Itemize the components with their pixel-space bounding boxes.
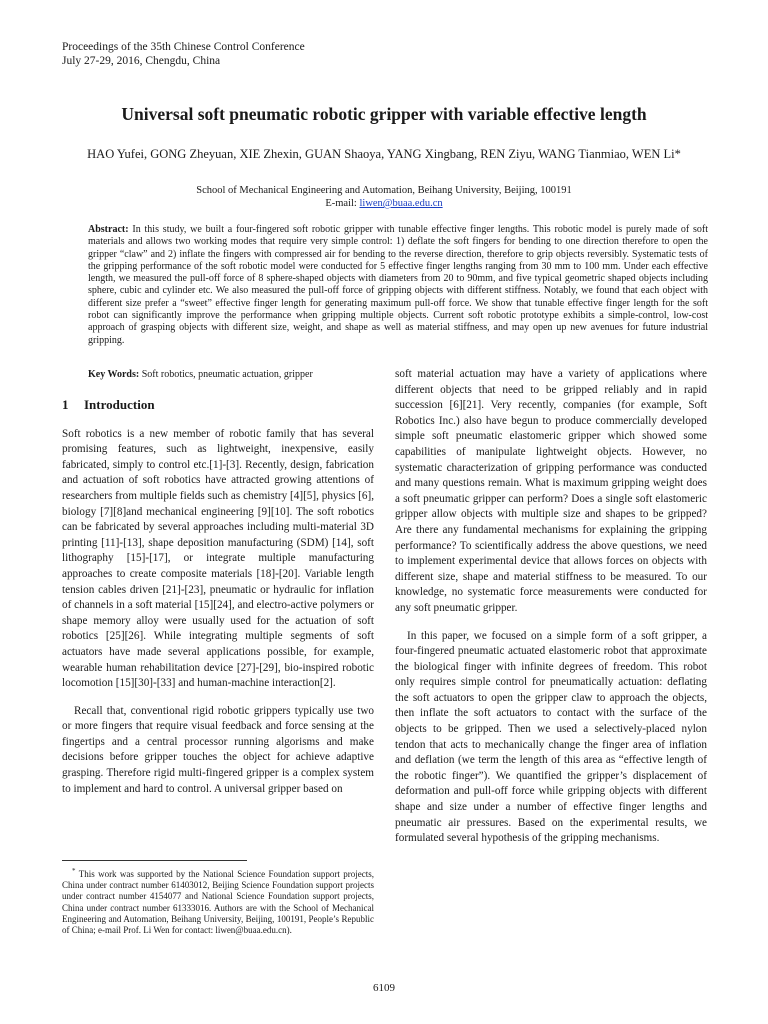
footnote [62, 866, 374, 936]
proceedings-header [62, 40, 305, 68]
section-title: Introduction [84, 397, 155, 412]
left-column [62, 397, 374, 809]
paper-title: Universal soft pneumatic robotic gripper with variable effective length [121, 104, 647, 124]
author-list: HAO Yufei, GONG Zheyuan, XIE Zhexin, GUAN Shaoya, YANG Xingbang, REN Ziyu, WANG Tianmiao, WEN Li* [87, 147, 681, 161]
conference-name: Proceedings of the 35th Chinese Control Conference [62, 41, 305, 53]
abstract-label: Abstract: [88, 224, 129, 235]
email-label: E-mail: [325, 198, 360, 209]
footnote-text: This work was supported by the National Science Foundation support projects, China under contract number 61403012, Beijing Science Foundation support projects under contract number 4154077 and National Science Foundation support projects, China under contract number 61333016. Authors are with the School of Mechanical Engineering and Automation, Beihang University, Beijing, 100191, People’s Republic of China; e-mail Prof. Li Wen for contact: liwen@buaa.edu.cn). [62, 869, 374, 936]
affiliation: School of Mechanical Engineering and Automation, Beihang University, Beijing, 100191 [196, 185, 572, 196]
intro-paragraph-3: soft material actuation may have a variety of applications where different objects that need to be gripped reliably and in rapid succession [6][21]. Very recently, companies (for example, Soft Robotics Inc.) also have begun to produce commercially developed simple soft pneumatic elastomeric gripper which showed some capabilities of manipulate lightweight objects. However, no systematic characterization of gripping performance was conducted and many questions remain. What is maximum gripping weight does a soft pneumatic gripper can perform? Does a single soft elastomeric gripper allow objects with multiple size and shapes to be gripped? Are there any fundamental mechanisms for explaining the gripping performance? To scientifically address the above questions, we need to implement experimental device that allows forces on objects with different size, shape and material stiffness to be measured. To our knowledge, no systematic force measurements were conducted for any soft pneumatic gripper. [395, 368, 707, 614]
conference-date-location: July 27-29, 2016, Chengdu, China [62, 55, 221, 67]
keywords-text: Soft robotics, pneumatic actuation, gripper [141, 369, 313, 380]
affiliation-block [62, 184, 706, 210]
intro-paragraph-4: In this paper, we focused on a simple form of a soft gripper, a four-fingered pneumatic actuated elastomeric robot that approximate the biological finger with infinite degrees of freedom. This robot only requires simple control for pneumatically actuation: deflating the soft actuators to open the gripper claw to approach the objects, then inflate the soft actuators to contact with the surface of the objects to be gripped. Then we used a selectively-placed nylon tendon that acts to mechanically change the finger area of inflation and deflation (we term the length of this area as “effective length of the robotic finger”). We quantified the gripper’s displacement of deformation and pull-off force while gripping objects with different shape and size under a number of effective finger lengths and pneumatic air pressures. Based on the experimental results, we formulated several hypothesis of the gripping mechanisms. [395, 629, 707, 845]
abstract-text: In this study, we built a four-fingered soft robotic gripper with tunable effective finger lengths. This robotic model is purely made of soft materials and allows two working modes that require very simple control: 1) deflate the soft fingers for bending to one direction therefore to open the gripper “claw” and 2) inflate the fingers with compressed air for bending to the reverse direction, therefore to grip objects reversibly. Systematic tests of the gripping performance of the soft robotic model were conducted for 5 effective finger lengths ranging from 30 mm to 100 mm. Under each effective length, we measured the pull-off force of 8 sphere-shaped objects with diameters from 20 to 90mm, and five typical geometric shaped objects including sphere, cubic and cylinder etc. We also measured the pull-off force of gripping objects with different stiffness. Notably, we found that each object with different size prefer a “sweet” effective finger length for generating maximum pull-off force. We show that tunable effective finger length for the soft robot can significantly improve the performance when gripping multiple objects. Current soft robotic prototype exhibits a simple-control, low-cost approach of grasping objects with different size, weight, and shape as well as material stiffness, and may open up new avenues for future industrial gripping. [88, 224, 708, 346]
page-number: 6109 [373, 982, 395, 994]
email-link[interactable]: liwen@buaa.edu.cn [359, 198, 443, 209]
intro-paragraph-1: Soft robotics is a new member of robotic family that has several promising features, such as lightweight, inexpensive, easily fabricated, simply to control etc.[1]-[3]. Recently, design, fabrication and actuation of soft robotics have attracted growing attentions of researchers from multiple fields such as chemistry [4][5], physics [6], biology [7][8]and mechanical engineering [9][10]. The soft robotics can be fabricated by several approaches including multi-material 3D printing [11]-[13], shape deposition manufacturing (SDM) [14], soft lithography [15]-[17], or integrate multiple manufacturing approaches to create composite materials [18]-[20]. Variable length tension cables driven [21]-[23], pneumatic or hydraulic for inflation of channels in a soft material [15][24], and electro-active polymers or shape memory alloy were usually used for the actuation of soft robotics [25][26]. While integrating multiple segments of soft actuators have made several applications possible, for example, wearable human rehabilitation device [27]-[29], bio-inspired robotic locomotion [15][30]-[33] and human-machine interaction[2]. [62, 427, 374, 690]
footnote-rule [62, 860, 247, 861]
section-heading [62, 397, 374, 413]
footnote-mark: * [72, 867, 76, 875]
keywords-label: Key Words: [88, 369, 140, 380]
right-column [395, 367, 707, 859]
intro-paragraph-2: Recall that, conventional rigid robotic grippers typically use two or more fingers that require visual feedback and force sensing at the fingertips and a central processor running algorisms and make decisions before gripper touches the object for achieve adaptive grasping. Therefore rigid multi-fingered gripper is a complex system to implement and hard to control. A universal gripper based on [62, 704, 374, 795]
abstract [88, 224, 708, 347]
email-line [62, 197, 706, 210]
section-number: 1 [62, 397, 69, 412]
